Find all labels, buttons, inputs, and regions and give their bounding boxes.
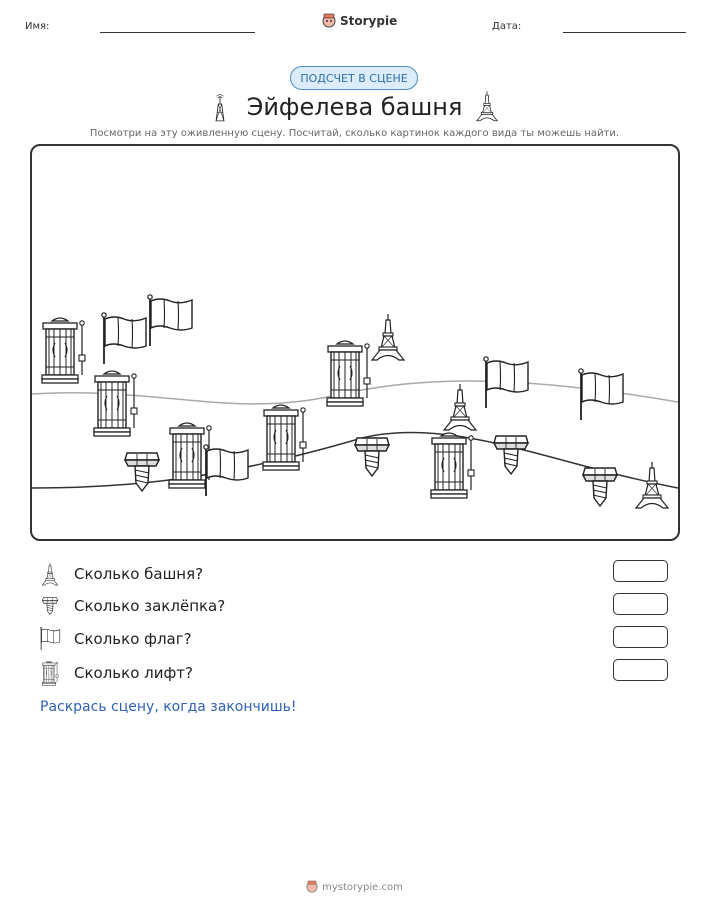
elevator-icon: [38, 660, 62, 686]
tower-1: [372, 314, 404, 360]
name-field[interactable]: [100, 32, 255, 33]
colour-note: Раскрась сцену, когда закончишь!: [40, 699, 297, 715]
brand-name: Storypie: [340, 14, 398, 28]
storypie-mascot-icon: [306, 880, 318, 894]
question-rivets: [38, 593, 225, 619]
question-flags: [38, 626, 192, 652]
date-field[interactable]: [563, 32, 686, 33]
lift-1: [42, 318, 85, 383]
question-towers: [38, 561, 203, 587]
instructions: Посмотри на эту оживленную сцену. Посчитай, сколько картинок каждого вида ты можешь найти.: [89, 128, 620, 139]
answer-box-towers[interactable]: [613, 560, 668, 582]
rivet-icon: [38, 593, 62, 619]
lift-5: [327, 341, 370, 406]
answer-box-flags[interactable]: [613, 626, 668, 648]
footer-site: mystorypie.com: [322, 881, 403, 893]
flag-5: [579, 369, 623, 420]
footer: [0, 880, 709, 894]
lift-4: [263, 405, 306, 470]
lift-2: [94, 371, 137, 436]
date-label: Дата:: [492, 21, 522, 32]
page-title: Эйфелева башня: [246, 93, 463, 121]
flag-3: [204, 445, 248, 496]
brand-logo: [322, 13, 397, 29]
rivet-3: [494, 436, 528, 474]
answer-box-rivets[interactable]: [613, 593, 668, 615]
rivet-4: [583, 468, 617, 506]
eiffel-tower-icon: [475, 90, 499, 122]
lift-6: [431, 433, 474, 498]
question-text: Сколько башня?: [74, 565, 204, 583]
question-text: Сколько лифт?: [74, 664, 194, 682]
activity-badge: ПОДСЧЕТ В СЦЕНЕ: [290, 66, 418, 90]
flag-2: [148, 295, 192, 346]
counting-scene: [30, 144, 680, 541]
rivet-2: [355, 438, 389, 476]
answer-box-lifts[interactable]: [613, 659, 668, 681]
flag-4: [484, 357, 528, 408]
question-lifts: [38, 660, 193, 686]
eiffel-tower-icon: [38, 561, 62, 587]
flag-icon: [38, 626, 62, 652]
flag-1: [102, 313, 146, 364]
tower-2: [444, 384, 476, 430]
question-text: Сколько флаг?: [74, 630, 192, 648]
question-text: Сколько заклёпка?: [74, 597, 226, 615]
name-label: Имя:: [25, 21, 50, 32]
rivet-1: [125, 453, 159, 491]
storypie-mascot-icon: [322, 13, 336, 29]
